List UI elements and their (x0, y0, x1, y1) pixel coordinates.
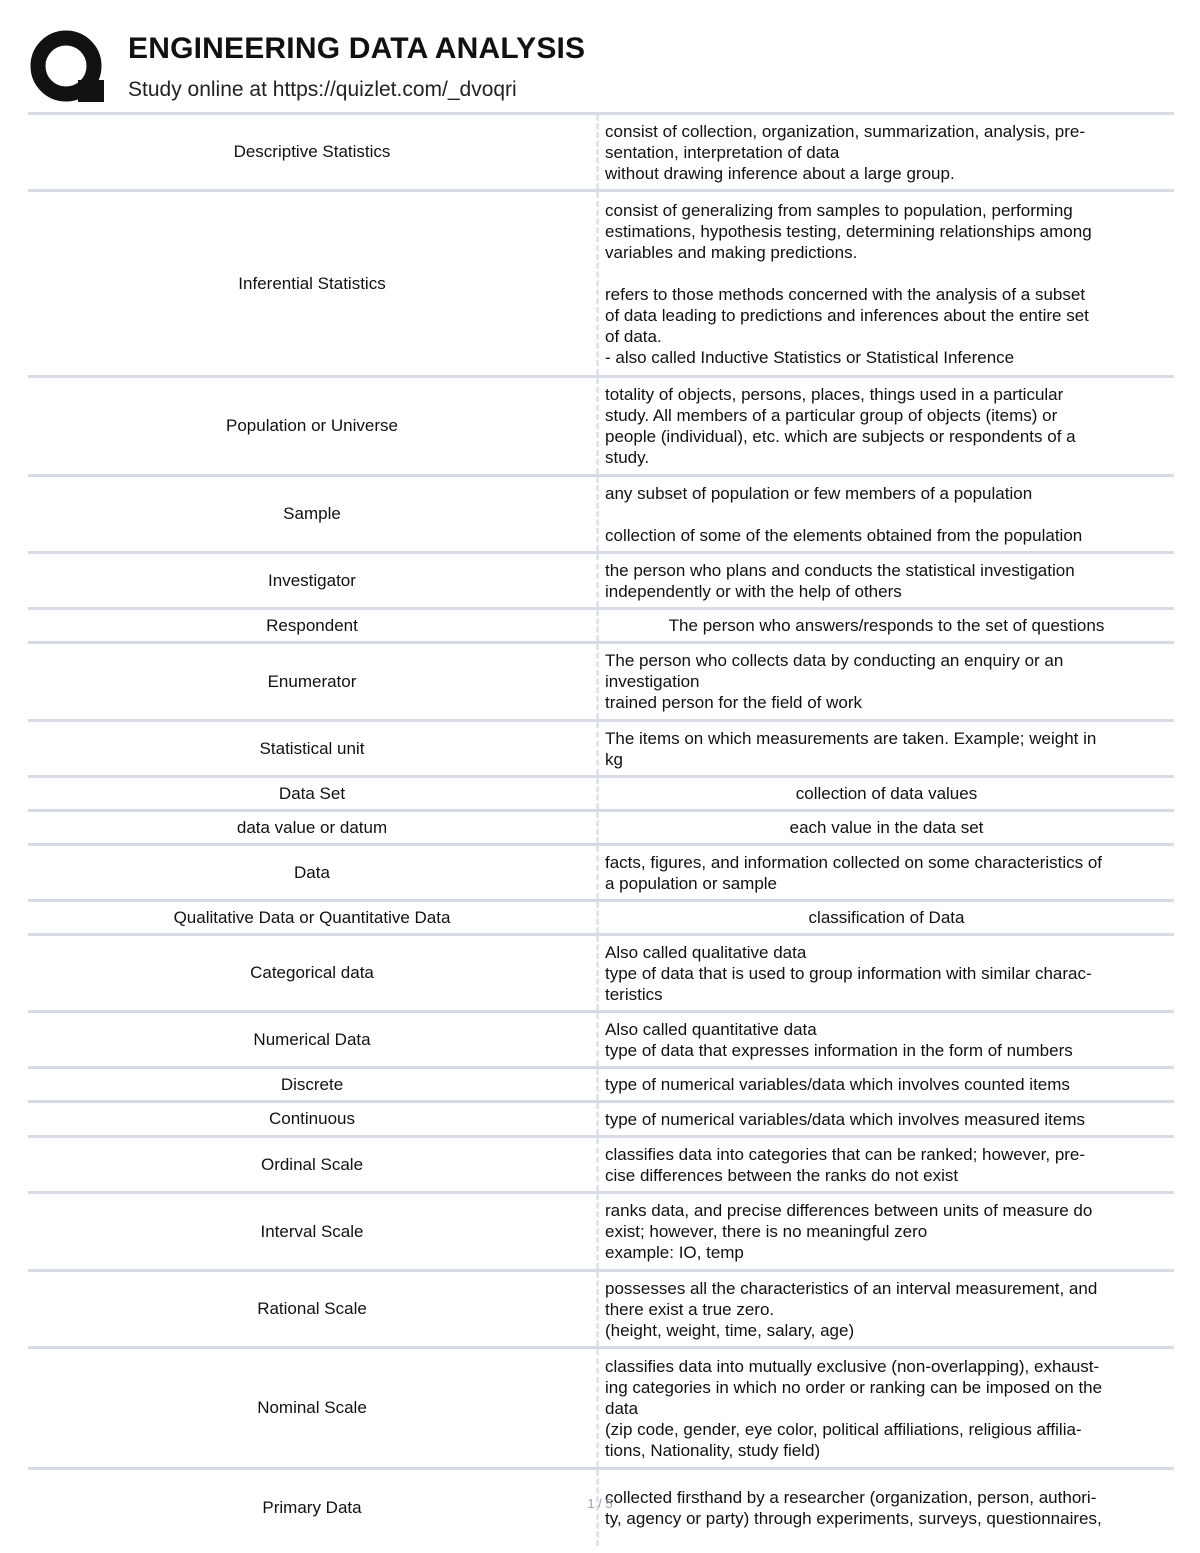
table-row (28, 641, 1174, 719)
definition-line: study. All members of a particular group of objects (items) or (605, 406, 1058, 425)
study-online-link[interactable]: Study online at https://quizlet.com/_dvoqri (128, 78, 517, 101)
definition-line: there exist a true zero. (605, 1299, 775, 1319)
flashcard-table (28, 112, 1174, 1546)
definition-line: data (605, 1398, 639, 1418)
definition-line: ty, agency or party) through experiments, surveys, questionnaires, (605, 1509, 1102, 1528)
table-row (28, 189, 1174, 375)
term-cell: Qualitative Data or Quantitative Data (173, 907, 451, 927)
definition-cell (596, 192, 1174, 375)
table-row (28, 1010, 1174, 1066)
table-row (28, 1135, 1174, 1191)
term-cell: Data (294, 862, 330, 882)
term-cell: Data Set (278, 783, 346, 803)
definition-cell (596, 902, 1174, 933)
definition-cell (596, 1349, 1174, 1467)
page-number: 1 / 5 (587, 1496, 613, 1511)
table-row (28, 1100, 1174, 1135)
definition-cell (596, 812, 1174, 843)
term-cell: data value or datum (236, 817, 388, 837)
definition-line: tions, Nationality, study field) (605, 1440, 821, 1460)
quizlet-q-logo-icon (28, 28, 108, 108)
definition-line: The person who collects data by conducting an enquiry or an (605, 651, 1064, 670)
definition-line: collected firsthand by a researcher (organization, person, authori- (605, 1488, 1097, 1507)
definition-cell (596, 936, 1174, 1010)
definition-line: Also called qualitative data (605, 942, 807, 962)
term-cell: Nominal Scale (257, 1398, 367, 1417)
term-cell: Enumerator (267, 671, 357, 691)
term-cell: Numerical Data (253, 1029, 371, 1049)
definition-cell (596, 554, 1174, 607)
definition-line: type of numerical variables/data which involves measured items (605, 1109, 1086, 1129)
definition-cell (596, 477, 1174, 551)
definition-cell (596, 115, 1174, 189)
definition-line: classifies data into categories that can be ranked; however, pre- (605, 1144, 1086, 1164)
definition-cell (596, 1069, 1174, 1100)
definition-line: trained person for the field of work (605, 693, 863, 712)
definition-cell (596, 644, 1174, 719)
definition-line: investigation (605, 672, 700, 691)
definition-line: exist; however, there is no meaningful zero (605, 1222, 928, 1241)
table-row (28, 719, 1174, 775)
definition-line: sentation, interpretation of data (605, 142, 840, 162)
table-row (28, 1191, 1174, 1269)
definition-cell (596, 778, 1174, 809)
definition-line: cise differences between the ranks do not exist (605, 1165, 959, 1185)
definition-line: possesses all the characteristics of an interval measurement, and (605, 1278, 1098, 1298)
term-cell: Sample (283, 504, 341, 523)
definition-line: a population or sample (605, 873, 778, 893)
definition-line (605, 504, 1168, 525)
definition-line: type of data that is used to group information with similar charac- (605, 963, 1092, 983)
definition-cell (596, 1272, 1174, 1346)
term-cell: Investigator (268, 570, 356, 590)
table-row (28, 933, 1174, 1010)
definition-line: the person who plans and conducts the statistical investigation (605, 560, 1075, 580)
term-cell: Population or Universe (226, 416, 398, 435)
definition-line: without drawing inference about a large group. (605, 163, 955, 183)
definition-line: classification of Data (808, 908, 965, 927)
definition-line: collection of data values (795, 784, 978, 803)
table-row (28, 1269, 1174, 1346)
definition-cell (596, 610, 1174, 641)
definition-line: type of data that expresses information in the form of numbers (605, 1040, 1073, 1060)
definition-cell (596, 1138, 1174, 1191)
table-row (28, 809, 1174, 843)
page-title: ENGINEERING DATA ANALYSIS (128, 32, 586, 65)
definition-line: kg (605, 749, 623, 769)
table-row (28, 375, 1174, 474)
term-cell: Statistical unit (259, 738, 365, 758)
definition-line: example: IO, temp (605, 1243, 744, 1262)
definition-line: type of numerical variables/data which involves counted items (605, 1075, 1070, 1094)
definition-cell (596, 846, 1174, 899)
table-row (28, 474, 1174, 551)
definition-line: ing categories in which no order or ranking can be imposed on the (605, 1377, 1103, 1397)
definition-line: - also called Inductive Statistics or Statistical Inference (605, 347, 1015, 367)
table-row (28, 607, 1174, 641)
definition-line: teristics (605, 984, 663, 1004)
definition-line: ranks data, and precise differences between units of measure do (605, 1201, 1093, 1220)
table-row (28, 899, 1174, 933)
table-row (28, 1066, 1174, 1100)
definition-line: study. (605, 448, 650, 467)
definition-line: each value in the data set (789, 818, 984, 837)
definition-line: Also called quantitative data (605, 1019, 817, 1039)
table-row (28, 775, 1174, 809)
definition-line: facts, figures, and information collected on some characteristics of (605, 852, 1103, 872)
table-row (28, 112, 1174, 189)
definition-line: classifies data into mutually exclusive (non-overlapping), exhaust- (605, 1356, 1100, 1376)
definition-cell (596, 1194, 1174, 1269)
definition-line: consist of collection, organization, summarization, analysis, pre- (605, 121, 1085, 141)
definition-line: refers to those methods concerned with the analysis of a subset (605, 284, 1086, 304)
definition-line: (height, weight, time, salary, age) (605, 1320, 855, 1340)
term-cell: Primary Data (262, 1498, 362, 1517)
definition-line: of data. (605, 326, 662, 346)
definition-line: consist of generalizing from samples to population, performing (605, 200, 1073, 220)
term-cell: Ordinal Scale (260, 1154, 364, 1174)
definition-cell (596, 1013, 1174, 1066)
definition-line: The person who answers/responds to the set of questions (668, 616, 1105, 635)
definition-line: totality of objects, persons, places, things used in a particular (605, 385, 1064, 404)
definition-line: independently or with the help of others (605, 581, 902, 601)
term-cell: Discrete (280, 1074, 344, 1094)
definition-line: (zip code, gender, eye color, political affiliations, religious affilia- (605, 1419, 1082, 1439)
table-row (28, 1346, 1174, 1467)
definition-line: of data leading to predictions and inferences about the entire set (605, 305, 1089, 325)
term-cell: Inferential Statistics (238, 273, 386, 293)
definition-line: The items on which measurements are taken. Example; weight in (605, 728, 1097, 748)
definition-line: collection of some of the elements obtained from the population (605, 525, 1083, 545)
definition-line: variables and making predictions. (605, 242, 858, 262)
term-cell: Rational Scale (257, 1299, 367, 1318)
term-cell: Respondent (266, 615, 358, 635)
term-cell: Descriptive Statistics (233, 142, 391, 161)
definition-line: people (individual), etc. which are subjects or respondents of a (605, 427, 1076, 446)
table-row (28, 551, 1174, 607)
definition-cell (596, 722, 1174, 775)
definition-cell (596, 378, 1174, 474)
term-cell: Interval Scale (260, 1221, 364, 1241)
term-cell: Continuous (268, 1109, 355, 1128)
definition-line: estimations, hypothesis testing, determining relationships among (605, 221, 1092, 241)
definition-line: any subset of population or few members of a population (605, 483, 1033, 503)
term-cell: Categorical data (250, 963, 374, 982)
definition-cell (596, 1103, 1174, 1135)
table-row (28, 843, 1174, 899)
definition-line (605, 263, 1168, 284)
